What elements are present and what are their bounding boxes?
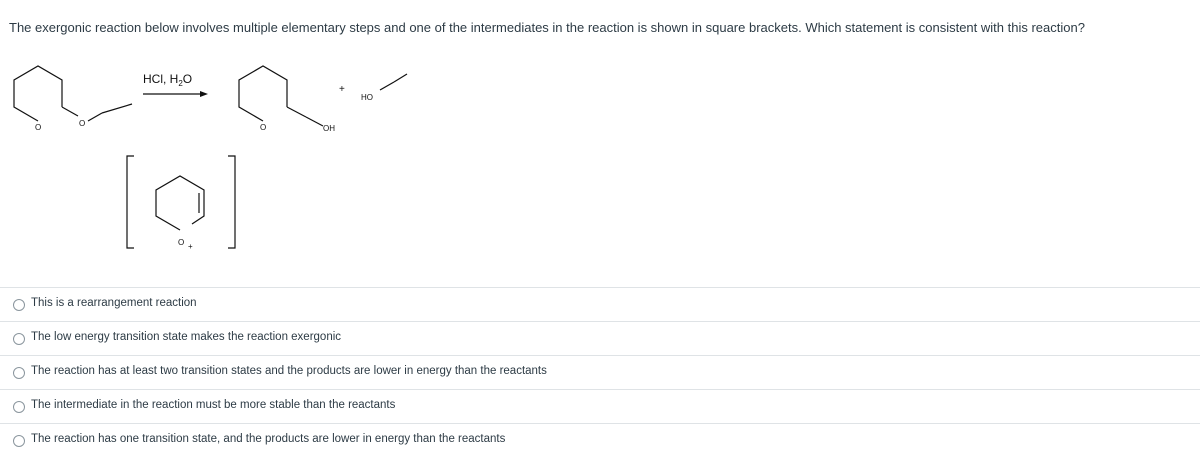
answer-label: The low energy transition state makes the reaction exergonic	[31, 331, 342, 343]
ethanol	[380, 74, 407, 90]
radio-button[interactable]	[13, 367, 25, 379]
answer-option[interactable]	[0, 321, 1200, 355]
product-ring-o: O	[260, 123, 267, 132]
radio-button[interactable]	[13, 401, 25, 413]
intermediate-brackets	[127, 156, 235, 248]
reaction-scheme	[0, 50, 460, 265]
intermediate-ring	[156, 176, 204, 230]
product-ring	[239, 66, 323, 126]
reaction-arrow	[143, 91, 208, 97]
oxocarbenium-charge: +	[188, 242, 193, 251]
answer-list	[0, 287, 1200, 457]
radio-button[interactable]	[13, 299, 25, 311]
answer-label: This is a rearrangement reaction	[31, 297, 197, 309]
answer-label: The intermediate in the reaction must be more stable than the reactants	[31, 399, 396, 411]
oxocarbenium-o: O	[178, 238, 185, 247]
answer-option[interactable]	[0, 423, 1200, 457]
answer-label: The reaction has one transition state, and the products are lower in energy than the reactants	[31, 433, 506, 445]
radio-button[interactable]	[13, 333, 25, 345]
answer-label: The reaction has at least two transition states and the products are lower in energy than the reactants	[31, 365, 547, 377]
question-text: The exergonic reaction below involves multiple elementary steps and one of the intermediates in the reaction is shown in square brackets. Which statement is consistent with this reaction?	[9, 20, 1085, 35]
reactant-ether-o: O	[79, 119, 86, 128]
plus-sign: +	[339, 84, 345, 95]
hydroxyl-label: OH	[323, 124, 335, 133]
reagent-label: HCl, $H_2O$	[143, 72, 193, 88]
ethanol-ho-label: HO	[361, 93, 373, 102]
reactant-ring-o: O	[35, 123, 42, 132]
answer-option[interactable]	[0, 355, 1200, 389]
reactant-ring	[14, 66, 132, 121]
answer-option[interactable]	[0, 287, 1200, 321]
answer-option[interactable]	[0, 389, 1200, 423]
radio-button[interactable]	[13, 435, 25, 447]
